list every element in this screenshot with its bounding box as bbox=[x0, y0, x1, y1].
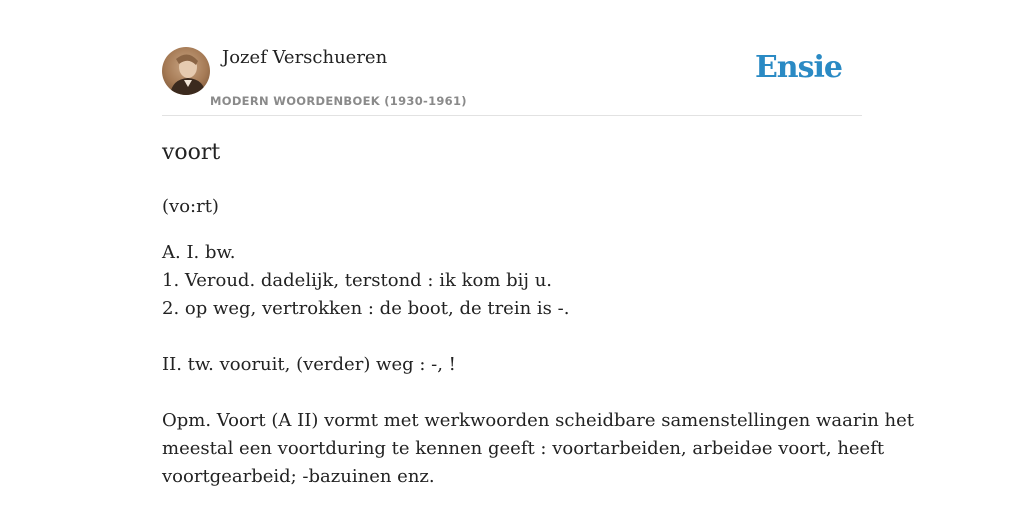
entry-term: voort bbox=[162, 140, 221, 165]
note-line: Opm. Voort (A II) vormt met werkwoorden scheidbare samenstellingen waarin het bbox=[162, 410, 914, 431]
pronunciation: (vo:rt) bbox=[162, 196, 219, 217]
definition-line: A. I. bw. bbox=[162, 242, 236, 263]
author-avatar[interactable] bbox=[162, 47, 210, 95]
definition-line: 1. Veroud. dadelijk, terstond : ik kom bij u. bbox=[162, 270, 553, 291]
spacer bbox=[162, 379, 862, 407]
author-name[interactable]: Jozef Verschueren bbox=[222, 47, 388, 68]
entry-header bbox=[162, 0, 862, 116]
source-label[interactable]: MODERN WOORDENBOEK (1930-1961) bbox=[210, 94, 467, 108]
interjection-line: II. tw. vooruit, (verder) weg : -, ! bbox=[162, 354, 456, 375]
ensie-logo[interactable]: Ensie bbox=[754, 50, 842, 85]
entry-body bbox=[162, 193, 914, 491]
entry-card bbox=[162, 0, 914, 487]
note-line: voortgearbeid; -bazuinen enz. bbox=[162, 466, 435, 487]
definition-line: 2. op weg, vertrokken : de boot, de trein is -. bbox=[162, 298, 570, 319]
author-portrait-icon bbox=[162, 47, 210, 95]
note-line: meestal een voortduring te kennen geeft : voortarbeiden, arbeidəe voort, heeft bbox=[162, 438, 885, 459]
spacer bbox=[162, 323, 862, 351]
